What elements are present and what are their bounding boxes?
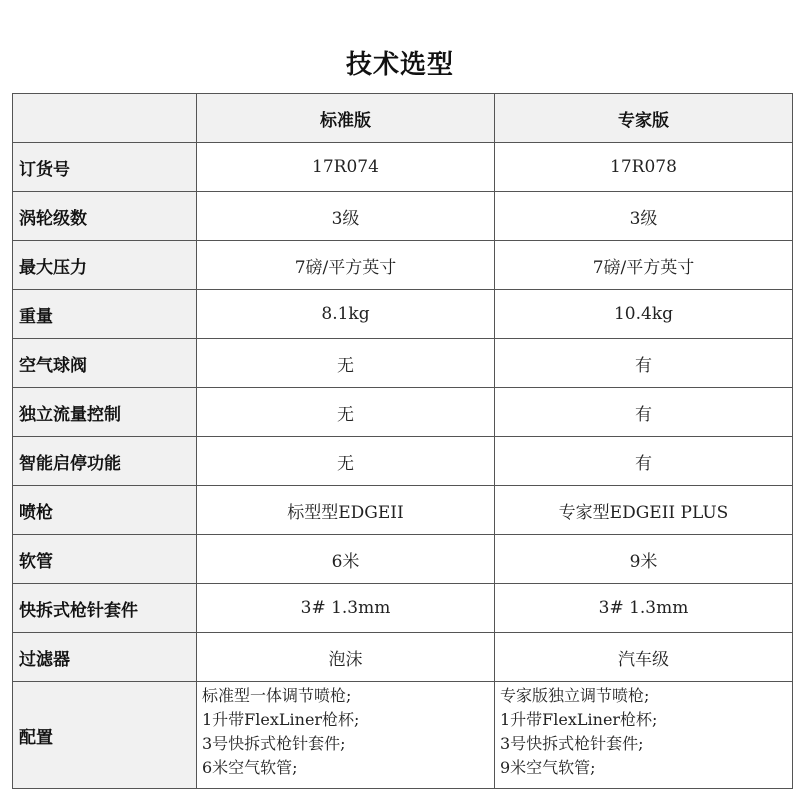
table-row [13,339,793,388]
standard-value: 无 [197,339,495,388]
row-label: 空气球阀 [13,339,197,388]
table-row [13,486,793,535]
expert-value: 3级 [495,192,793,241]
config-line: 标准型一体调节喷枪; [202,686,352,705]
row-label: 独立流量控制 [13,388,197,437]
standard-value: 标型型EDGEII [197,486,495,535]
config-line: 专家版独立调节喷枪; [500,686,650,705]
row-label: 配置 [13,682,197,789]
row-label: 智能启停功能 [13,437,197,486]
expert-value: 有 [495,437,793,486]
expert-value: 汽车级 [495,633,793,682]
standard-value: 泡沫 [197,633,495,682]
page-title: 技术选型 [345,50,454,80]
expert-value: 10.4kg [495,290,793,339]
header-expert: 专家版 [495,94,793,143]
standard-value: 3# 1.3mm [197,584,495,633]
spec-table [12,93,793,789]
expert-value: 有 [495,388,793,437]
standard-value: 无 [197,388,495,437]
expert-config [495,682,793,789]
expert-value: 17R078 [495,143,793,192]
table-row [13,437,793,486]
expert-value: 专家型EDGEII PLUS [495,486,793,535]
table-row [13,192,793,241]
config-line: 3号快拆式枪针套件; [500,734,644,753]
table-row [13,535,793,584]
table-row [13,633,793,682]
header-blank [13,94,197,143]
row-label: 重量 [13,290,197,339]
expert-value: 3# 1.3mm [495,584,793,633]
config-line: 1升带FlexLiner枪杯; [500,710,658,729]
standard-value: 7磅/平方英寸 [197,241,495,290]
standard-config [197,682,495,789]
row-label: 喷枪 [13,486,197,535]
config-line: 3号快拆式枪针套件; [202,734,346,753]
table-row [13,388,793,437]
row-label: 快拆式枪针套件 [13,584,197,633]
expert-value: 7磅/平方英寸 [495,241,793,290]
row-label: 过滤器 [13,633,197,682]
expert-value: 有 [495,339,793,388]
table-row [13,290,793,339]
config-line: 1升带FlexLiner枪杯; [202,710,360,729]
standard-value: 17R074 [197,143,495,192]
row-label: 软管 [13,535,197,584]
header-standard: 标准版 [197,94,495,143]
standard-value: 8.1kg [197,290,495,339]
header-row [13,94,793,143]
config-row [13,682,793,789]
row-label: 最大压力 [13,241,197,290]
expert-value: 9米 [495,535,793,584]
standard-value: 无 [197,437,495,486]
standard-value: 3级 [197,192,495,241]
row-label: 涡轮级数 [13,192,197,241]
config-line: 9米空气软管; [500,758,596,777]
config-line: 6米空气软管; [202,758,298,777]
table-row [13,241,793,290]
table-row [13,143,793,192]
table-row [13,584,793,633]
row-label: 订货号 [13,143,197,192]
standard-value: 6米 [197,535,495,584]
